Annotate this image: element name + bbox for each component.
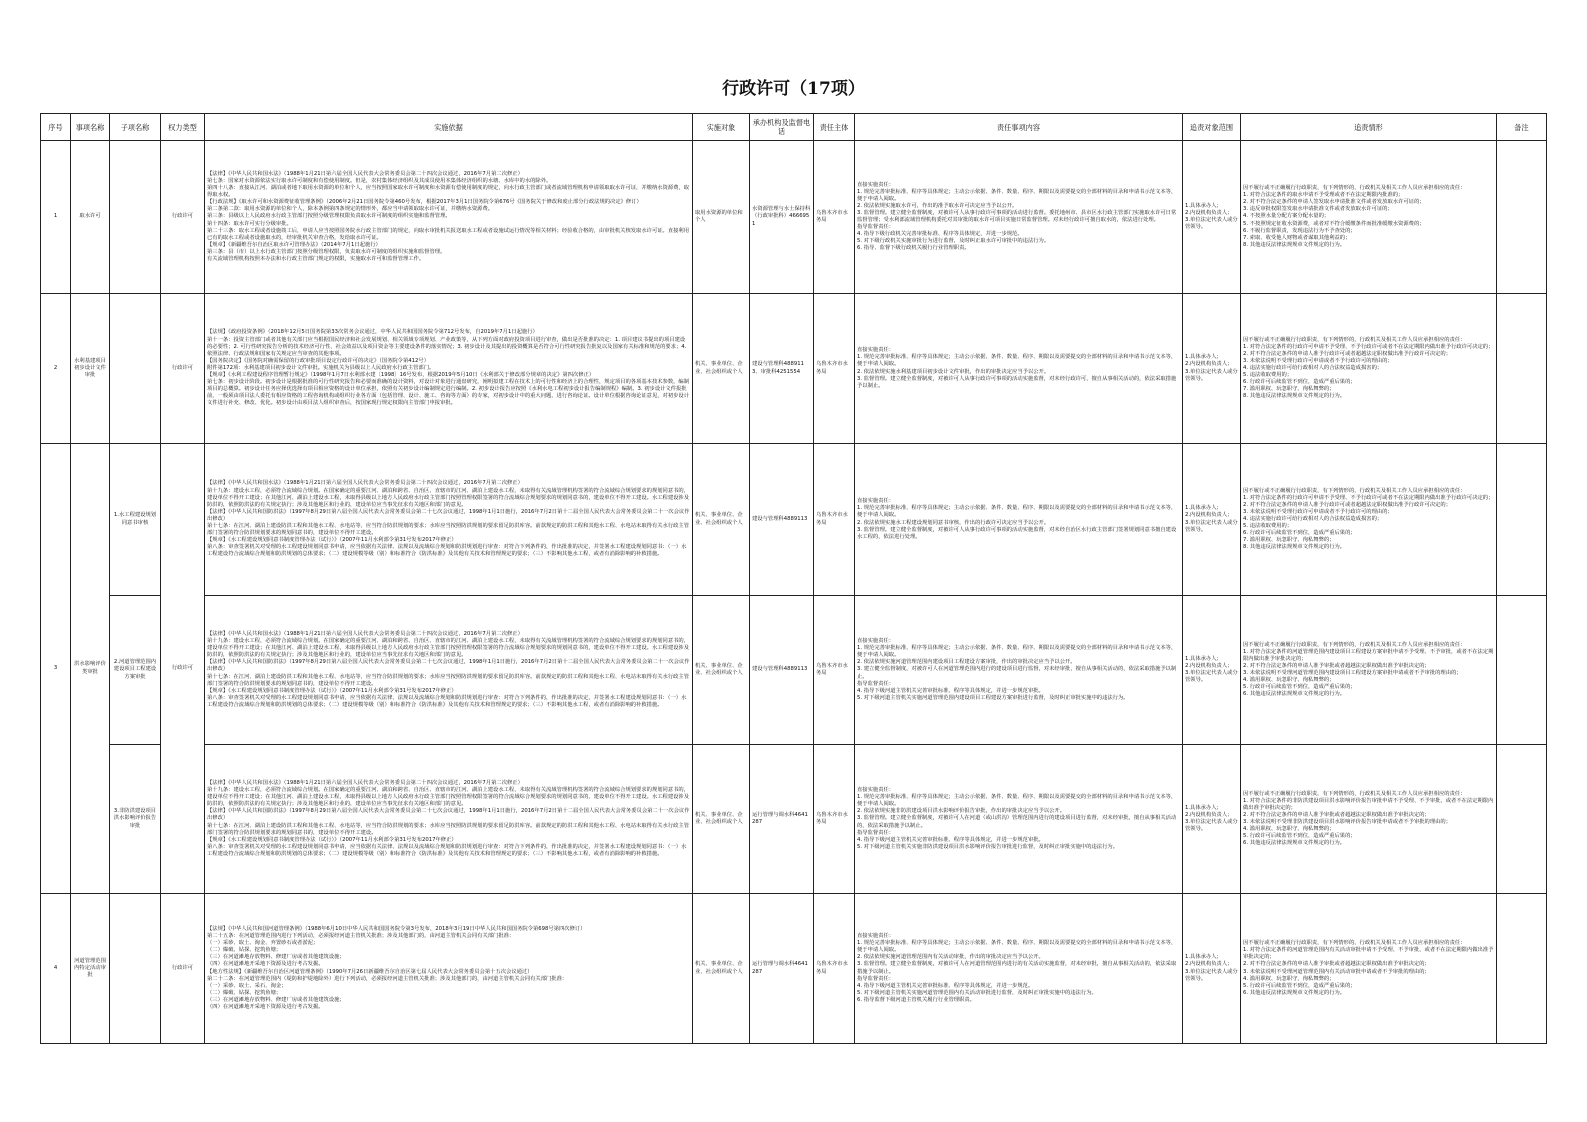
cell-duty: 直接实施责任： 1. 规范完善审批标准、程序等具体规定；主动公示依据、条件、数量、程序、期限以及需要提交的全部材料的目录和申请书示范文本等，便于申请人阅取。 2. 依法依规实施非防洪建设项目洪水影响评价报告审批，作出的审批决定应当予以公开。 3. 监督管理。建立健全监督制度，对被许可人在河道（或山洪沟）管理范围内进行的建设项目进行监督，对未经审批，擅自从事相关活动的，依法采取措施予以制止。 指导监督责任： 4. 指导下级河道主管机关完善审批标准、程序等具体规定，并进一步规范审批。 5. 对下级河道主管机关实施非防洪建设项目洪水影响评价报告审批进行监督，及时纠正审批实施中的违法行为。 — [855, 745, 1183, 894]
cell-cases: 因不履行或不正确履行行政职责，有下列情形的，行政机关及相关工作人员应承担相应的责任： 1. 对符合法定条件的取水申请不予受理或者不在法定期限内批准的； 2. 对不符合法定条件的申请人签发取水申请批准文件或者发放取水许可证的； 3. 违反审批权限签发取水申请批准文件或者发放取水许可证的； 4. 不按照水量分配方案分配水量的； 5. 不按照规定征收水资源费，或者对不符合缓缴条件而批准缓缴水资源费的； 6. 不履行监督职责，发现违法行为不予查处的； 7. 索取、收受他人财物或者谋取其他利益的； 8. 其他违反法律法规规章文件规定的行为。 — [1241, 141, 1497, 294]
cell-scope: 1.具体承办人； 2.内设机构负责人； 3.单位法定代表人或分管领导。 — [1183, 894, 1241, 1044]
cell-target: 机关、事业单位、企业、社会组织或个人 — [693, 596, 750, 745]
table-row — [41, 294, 1547, 444]
table-row — [41, 894, 1547, 1044]
cell-no: 2 — [41, 294, 71, 444]
header-basis: 实施依据 — [205, 114, 693, 141]
cell-subject: 乌鲁木齐市水务局 — [814, 894, 855, 1044]
cell-note — [1497, 444, 1547, 596]
cell-type: 行政许可 — [161, 141, 205, 294]
cell-note — [1497, 294, 1547, 444]
cell-scope: 1.具体承办人； 2.内设机构负责人； 3.单位法定代表人或分管领导。 — [1183, 596, 1241, 745]
cell-cases: 因不履行或不正确履行行政职责，有下列情形的，行政机关及相关工作人员应承担相应的责任： 1. 对符合法定条件的行政许可申请不予受理、不予行政许可或者不在法定期限内做出准予行政许可决定的； 2. 对不符合法定条件的申请人准予行政许可或者超越法定职权做出准予行政许可决定的； 3. 未依法说明不受理行政许可申请或者不予行政许可的理由的； 4. 违法实施行政许可给行政相对人的合法权益造成损害的； 5. 违法收取费用的； 6. 行政许可后续监管不到位，造成严重后果的； 7. 滥用职权、玩忽职守、徇私舞弊的； 8. 其他违反法律法规规章文件规定的行为。 — [1241, 294, 1497, 444]
cell-note — [1497, 596, 1547, 745]
table-row — [41, 141, 1547, 294]
cell-cases: 因不履行或不正确履行行政职责，有下列情形的，行政机关及相关工作人员应承担相应的责任： 1. 对符合法定条件的河道管理范围内建设项目工程建设方案审批申请不予受理、不予审批，或者不在法定期限内做出准予审批决定的； 2. 对不符合法定条件的申请人准予审批或者超越法定职权做出准予审批决定的； 3. 未依法说明不受理河道管理范围内建设项目工程建设方案审批申请或者不予审批的理由的； 4. 滥用职权、玩忽职守、徇私舞弊的； 5. 行政许可后续监管不到位，造成严重后果的； 6. 其他违反法律法规规章文件规定的行为。 — [1241, 596, 1497, 745]
header-type: 权力类型 — [161, 114, 205, 141]
cell-item: 取水许可 — [71, 141, 110, 294]
permission-table — [40, 113, 1547, 1044]
header-note: 备注 — [1497, 114, 1547, 141]
header-no: 序号 — [41, 114, 71, 141]
cell-subject: 乌鲁木齐市水务局 — [814, 596, 855, 745]
cell-target: 取用水资源的单位和个人 — [693, 141, 750, 294]
header-subject: 责任主体 — [814, 114, 855, 141]
cell-scope: 1.具体承办人； 2.内设机构负责人； 3.单位法定代表人或分管领导。 — [1183, 294, 1241, 444]
cell-subject: 乌鲁木齐市水务局 — [814, 444, 855, 596]
cell-no: 1 — [41, 141, 71, 294]
cell-sub: 3.非防洪建设项目洪水影响评价报告审批 — [110, 745, 161, 894]
table-row — [41, 596, 1547, 745]
cell-sub — [110, 141, 161, 294]
cell-basis: 【法律】《中华人民共和国水法》（1988年1月21日第六届全国人民代表大会常务委员会第二十四次会议通过，2016年7月第二次修正） 第七条：国家对水资源依法实行取水许可制度和有偿使用制度。但是，农村集体经济组织及其成员使用本集体经济组织的水塘、水库中的水的除外。 第四十八条：直接从江河、湖泊或者地下取用水资源的单位和个人，应当按照国家取水许可制度和水资源有偿使用制度的规定，向水行政主管部门或者流域管理机构申请领取取水许可证，并缴纳水资源费，取得取水权。 【行政法规】《取水许可和水资源费征收管理条例》（2006年2月21日国务院令第460号发布，根据2017年3月1日国务院令第676号《国务院关于修改和废止部分行政法规的决定》修订） 第二条第二款：取用水资源的单位和个人，除本条例第四条规定的情形外，都应当申请领取取水许可证，并缴纳水资源费。 第三条：县级以上人民政府水行政主管部门按照分级管理权限负责取水许可制度的组织实施和监督管理。 第十四条：取水许可实行分级审批。 第二十三条：取水工程或者设施竣工后，申请人应当按照国务院水行政主管部门的规定，向取水审批机关报送取水工程或者设施试运行情况等相关材料；经验收合格的，由审批机关核发取水许可证。直接利用已有的取水工程或者设施取水的，经审批机关审查合格，发给取水许可证。 【规章】《新疆维吾尔自治区取水许可管理办法》（2014年7月1日起施行） 第三条：县（市）以上水行政主管部门按照分级管理权限，负责取水许可制度的组织实施和监督管理。 有关流域管理机构按照本办法和水行政主管部门规定的权限，实施取水许可和监督管理工作。 — [205, 141, 693, 294]
cell-target: 机关、事业单位、企业、社会组织或个人 — [693, 294, 750, 444]
header-duty: 责任事项内容 — [855, 114, 1183, 141]
cell-sub: 1.水工程建设规划同意书审核 — [110, 444, 161, 596]
header-item: 事项名称 — [71, 114, 110, 141]
cell-target: 机关、事业单位、企业、社会组织或个人 — [693, 745, 750, 894]
cell-no: 3 — [41, 444, 71, 894]
cell-org: 运行管理与调水科4641287 — [750, 745, 814, 894]
cell-sub: 2.河道管理范围内建设项目工程建设方案审批 — [110, 596, 161, 745]
cell-item: 洪水影响评价类审批 — [71, 444, 110, 894]
cell-scope: 1.具体承办人； 2.内设机构负责人； 3.单位法定代表人或分管领导。 — [1183, 444, 1241, 596]
cell-type: 行政许可 — [161, 294, 205, 444]
header-org: 承办机构及监督电话 — [750, 114, 814, 141]
table-row — [41, 745, 1547, 894]
cell-target: 机关、事业单位、企业、社会组织或个人 — [693, 444, 750, 596]
cell-sub — [110, 894, 161, 1044]
cell-subject: 乌鲁木齐市水务局 — [814, 294, 855, 444]
cell-item: 水利基建项目初步设计文件审批 — [71, 294, 110, 444]
cell-basis: 【法律】《中华人民共和国水法》（1988年1月21日第六届全国人民代表大会常务委员会第二十四次会议通过，2016年7月第二次修正） 第十九条：建设水工程，必须符合流域综合规划。在国家确定的重要江河、湖泊和跨省、自治区、直辖市的江河、湖泊上建设水工程，未取得有关流域管理机构签署的符合流域综合规划要求的规划同意书的，建设单位不得开工建设；在其他江河、湖泊上建设水工程，未取得县级以上地方人民政府水行政主管部门按照管理权限签署的符合流域综合规划要求的规划同意书的，建设单位不得开工建设。水工程建设涉及防洪的，依照防洪法的有关规定执行；涉及其他地区和行业的，建设单位应当事先征求有关地区和部门的意见。 【法律】《中华人民共和国防洪法》（1997年8月29日第八届全国人民代表大会常务委员会第二十七次会议通过，1998年1月1日施行，2016年7月2日第十二届全国人民代表大会常务委员会第二十一次会议作出修改） 第十七条：在江河、湖泊上建设防洪工程和其他水工程、水电站等，应当符合防洪规划的要求；水库应当按照防洪规划的要求留足防洪库容。前款规定的防洪工程和其他水工程、水电站未取得有关水行政主管部门签署的符合防洪规划要求的规划同意书的，建设单位不得开工建设。 【规章】《水工程建设规划同意书制度管理办法（试行）》（2007年11月水利部令第31号发布2017年修正） 第八条：审查签署机关对受理的水工程建设规划同意书申请，应当依据有关法律、法规以及流域综合规划和防洪规划进行审查：对符合下列条件的，作出批准的决定，并签署水工程建设规划同意书：（一）水工程建设符合流域综合规划和防洪规划的总体要求；（二）建设规模等级（别）和标准符合《防洪标准》及其他有关技术和管理规定的要求；（三）不影响其他水工程，或者有消除影响的补救措施。 — [205, 596, 693, 745]
cell-scope: 1.具体承办人； 2.内设机构负责人； 3.单位法定代表人或分管领导。 — [1183, 745, 1241, 894]
cell-cases: 因不履行或不正确履行行政职责，有下列情形的，行政机关及相关工作人员应承担相应的责任： 1. 对符合法定条件的非防洪建设项目洪水影响评价报告审批申请不予受理、不予审批，或者不在法定期限内做出准予审批决定的； 2. 对不符合法定条件的申请人准予审批或者超越法定职权做出准予审批决定的； 3. 未依法说明不受理非防洪建设项目洪水影响评价报告审批申请或者不予审批的理由的； 4. 滥用职权、玩忽职守、徇私舞弊的； 5. 行政许可后续监管不到位，造成严重后果的； 6. 其他违反法律法规规章文件规定的行为。 — [1241, 745, 1497, 894]
header-target: 实施对象 — [693, 114, 750, 141]
cell-org: 水资源管理与水土保持科（行政审批科）4666951 — [750, 141, 814, 294]
table-row — [41, 444, 1547, 596]
table-header-row — [41, 114, 1547, 141]
cell-cases: 因不履行或不正确履行行政职责，有下列情形的，行政机关及相关工作人员应承担相应的责任： 1. 对符合法定条件的河道管理范围内有关活动审批申请不予受理、不予审批，或者不在法定期限内做出准予审批决定的； 2. 对不符合法定条件的申请人准予审批或者超越法定职权做出准予审批决定的； 3. 未依法说明不受理河道管理范围内有关活动审批申请或者不予审批的理由的； 4. 滥用职权、玩忽职守、徇私舞弊的； 5. 行政许可后续监管不到位，造成严重后果的； 6. 其他违反法律法规规章文件规定的行为。 — [1241, 894, 1497, 1044]
cell-subject: 乌鲁木齐市水务局 — [814, 745, 855, 894]
cell-type: 行政许可 — [161, 444, 205, 894]
cell-org: 建设与管理科4889113、审批科4251554 — [750, 294, 814, 444]
cell-scope: 1.具体承办人； 2.内设机构负责人； 3.单位法定代表人或分管领导。 — [1183, 141, 1241, 294]
header-cases: 追责情形 — [1241, 114, 1497, 141]
cell-cases: 因不履行或不正确履行行政职责，有下列情形的，行政机关及相关工作人员应承担相应的责任： 1. 对符合法定条件的行政许可申请不予受理、不予行政许可或者不在法定期限内做出准予行政许可决定的； 2. 对不符合法定条件的申请人准予行政许可或者超越法定职权做出准予行政许可决定的； 3. 未依法说明不受理行政许可申请或者不予行政许可的理由的； 4. 违法实施行政许可给行政相对人的合法权益造成损害的； 5. 违法收取费用的； 6. 行政许可后续监管不到位，造成严重后果的； 7. 滥用职权、玩忽职守、徇私舞弊的； 8. 其他违反法律法规规章文件规定的行为。 — [1241, 444, 1497, 596]
cell-basis: 【法规】《政府投资条例》（2018年12月5日国务院第33次常务会议通过，中华人民共和国国务院令第712号发布，自2019年7月1日起施行） 第十一条：投资主管部门或者其他有关部门应当根据国民经济和社会发展规划、相关领域专项规划、产业政策等，从下列方面对政府投资项目进行审查，做出是否批准的决定：1. 项目建议书提出的项目建设的必要性；2. 可行性研究报告分析的技术经济可行性、社会效益以及项目资金等主要建设条件的落实情况；3. 初步设计及其提出的投资概算是否符合可行性研究报告批复以及国家有关标准和规范的要求；4. 依照法律、行政法规和国家有关规定应当审查的其他事项。 【国务院决定】《国务院对确需保留的行政审批项目设定行政许可的决定》（国务院令第412号） 附件第172项：水利基建项目初步设计文件审批。实施机关为县级以上人民政府水行政主管部门。 【规章】《水利工程建设程序管理暂行规定》（1998年1月7日水利部水建〔1998〕16号发布，根据2019年5月10日《水利部关于修改部分规章的决定》第四次修正） 第七条：初步设计阶段。初步设计是根据批准的可行性研究报告和必要而准确的设计资料，对设计对象进行通盘研究，阐明拟建工程在技术上的可行性和经济上的合理性，规定项目的各项基本技术参数，编制项目的总概算。初步设计任务应择优选择有项目相应资格的设计单位承担，依照有关初步设计编制规定进行编制。2. 初步设计报告应按照《水利水电工程初步设计报告编制规程》编制。3. 初步设计文件报批前，一般须由项目法人委托有相应资格的工程咨询机构或组织行业各方面（包括管理、设计、施工、咨询等方面）的专家，对初步设计中的重大问题，进行咨询论证。设计单位根据咨询论证意见，对初步设计文件进行补充、修改、优化。初步设计由项目法人组织审查后，按国家现行规定权限向主管部门申报审批。 — [205, 294, 693, 444]
cell-org: 建设与管理科4889113 — [750, 444, 814, 596]
cell-duty: 直接实施责任： 1. 规范完善审批标准、程序等具体规定；主动公示依据、条件、数量、程序、期限以及需要提交的全部材料的目录和申请书示范文本等，便于申请人阅取。 2. 依法依规实施取水许可，作出的准予取水许可决定应当予以公开。 3. 监督管理。建立健全监督制度，对被许可人从事行政许可事项的活动进行监督。委托地州市、县市区水行政主管部门实施取水许可日常监督管理；受水利部流域管理机构委托对其审批的取水许可项目实施日常监督管理。对未经行政许可擅自取水的，依法进行处理。 指导监督责任： 4. 指导下级行政机关完善审批标准、程序等具体规定，并进一步规范。 5. 对下级行政机关实施审批行为进行监督，及时纠正取水许可审批中的违法行为。 6. 指导、监督下级行政机关履行行业管理职责。 — [855, 141, 1183, 294]
cell-sub — [110, 294, 161, 444]
cell-subject: 乌鲁木齐市水务局 — [814, 141, 855, 294]
cell-basis: 【法律】《中华人民共和国水法》（1988年1月21日第六届全国人民代表大会常务委员会第二十四次会议通过，2016年7月第二次修正） 第十九条：建设水工程，必须符合流域综合规划。在国家确定的重要江河、湖泊和跨省、自治区、直辖市的江河、湖泊上建设水工程，未取得有关流域管理机构签署的符合流域综合规划要求的规划同意书的，建设单位不得开工建设；在其他江河、湖泊上建设水工程，未取得县级以上地方人民政府水行政主管部门按照管理权限签署的符合流域综合规划要求的规划同意书的，建设单位不得开工建设。水工程建设涉及防洪的，依照防洪法的有关规定执行；涉及其他地区和行业的，建设单位应当事先征求有关地区和部门的意见。 【法律】《中华人民共和国防洪法》（1997年8月29日第八届全国人民代表大会常务委员会第二十七次会议通过，1998年1月1日施行，2016年7月2日第十二届全国人民代表大会常务委员会第二十一次会议作出修改） 第十七条：在江河、湖泊上建设防洪工程和其他水工程、水电站等，应当符合防洪规划的要求；水库应当按照防洪规划的要求留足防洪库容。前款规定的防洪工程和其他水工程、水电站未取得有关水行政主管部门签署的符合防洪规划要求的规划同意书的，建设单位不得开工建设。 【规章】《水工程建设规划同意书制度管理办法（试行）》（2007年11月水利部令第31号发布2017年修正） 第八条：审查签署机关对受理的水工程建设规划同意书申请，应当依据有关法律、法规以及流域综合规划和防洪规划进行审查：对符合下列条件的，作出批准的决定，并签署水工程建设规划同意书：（一）水工程建设符合流域综合规划和防洪规划的总体要求；（二）建设规模等级（别）和标准符合《防洪标准》及其他有关技术和管理规定的要求；（三）不影响其他水工程，或者有消除影响的补救措施。 — [205, 444, 693, 596]
cell-note — [1497, 745, 1547, 894]
page-title: 行政许可（17项） — [722, 79, 865, 99]
cell-org: 运行管理与调水科4641287 — [750, 894, 814, 1044]
cell-note — [1497, 894, 1547, 1044]
cell-basis: 【法规】《中华人民共和国河道管理条例》（1988年6月10日中华人民共和国国务院令第3号发布，2018年3月19日中华人民共和国国务院令第698号第四次修订） 第二十五条：在河道管理范围内进行下列活动，必须报经河道主管机关批准；涉及其他部门的，由河道主管机关会同有关部门批准： （一）采砂、取土、淘金、弃置砂石或者淤泥； （二）爆破、钻探、挖筑鱼塘； （三）在河道滩地存放物料、修建厂房或者其他建筑设施； （四）在河道滩地开采地下资源及进行考古发掘。 【地方性法规】《新疆维吾尔自治区河道管理条例》（1990年7月26日新疆维吾尔自治区第七届人民代表大会常务委员会第十五次会议通过） 第二十二条：在河道管理范围内（堤防和护堤地除外）进行下列活动，必须报经河道主管机关批准；涉及其他部门的，由河道主管机关会同有关部门批准： （一）采砂、取土、采石、淘金； （二）爆破、钻探、挖筑鱼塘； （三）在河道滩地存放物料、修建厂房或者其他建筑设施； （四）在河道滩地开采地下资源及进行考古发掘。 — [205, 894, 693, 1044]
cell-duty: 直接实施责任： 1. 规范完善审批标准、程序等具体规定；主动公示依据、条件、数量、程序、期限以及需要提交的全部材料的目录和申请书示范文本等，便于申请人阅取。 2. 依法依规实施河道管理范围内有关活动审批，作出的审批决定应当予以公开。 3. 监督管理。建立健全监督制度，对被许可人在河道管理范围内进行的有关活动实施监督，对未经审批，擅自从事相关活动的，依法采取措施予以制止。 指导监督责任： 4. 指导下级河道主管机关完善审批标准、程序等具体规定，并进一步规范。 5. 对下级河道主管机关实施河道管理范围内有关活动审批进行监督，及时纠正审批实施中的违法行为。 6. 指导监督下级河道主管机关履行行业管理职责。 — [855, 894, 1183, 1044]
cell-type: 行政许可 — [161, 894, 205, 1044]
cell-no: 4 — [41, 894, 71, 1044]
cell-duty: 直接实施责任： 1. 规范完善审批标准、程序等具体规定；主动公示依据、条件、数量、程序、期限以及需要提交的全部材料的目录和申请书示范文本等，便于申请人阅取。 2. 依法依规实施水工程建设规划同意书审核，作出的行政许可决定应当予以公开。 3. 监督管理。建立健全监督制度，对被许可人从事行政许可事项的活动实施监督，对未经自治区水行政主管部门签署规划同意书擅自建设水工程的，依法进行处理。 — [855, 444, 1183, 596]
header-sub: 子项名称 — [110, 114, 161, 141]
cell-org: 建设与管理科4889113 — [750, 596, 814, 745]
cell-target: 机关、事业单位、企业、社会组织或个人 — [693, 894, 750, 1044]
cell-duty: 直接实施责任： 1. 规范完善审批标准、程序等具体规定；主动公示依据、条件、数量、程序、期限以及需要提交的全部材料的目录和申请书示范文本等，便于申请人阅取。 2. 依法依规实施水利基建项目初步设计文件审批，作出的审批决定应当予以公开。 3. 监督管理。建立健全监督制度，对被许可人从事行政许可事项的活动实施监督，对未经行政许可，擅自从事相关活动的，依法采取措施予以制止。 — [855, 294, 1183, 444]
cell-item: 河道管理范围内特定活动审批 — [71, 894, 110, 1044]
cell-duty: 直接实施责任： 1. 规范完善审批标准、程序等具体规定；主动公示依据、条件、数量、程序、期限以及需要提交的全部材料的目录和申请书示范文本等，便于申请人阅取。 2. 依法依规实施河道管理范围内建设项目工程建设方案审批，作出的审批决定应当予以公开。 3. 建立健全监督制度，对被许可人在河道管理范围内进行的建设项目进行监督，对未经审批，擅自从事相关活动的，依法采取措施予以制止。 指导监督责任： 4. 指导下级河道主管机关完善审批标准、程序等具体规定，并进一步规范审批。 5. 对下级河道主管机关实施河道管理范围内建设项目工程建设方案审批进行监督，及时纠正审批实施中的违法行为。 — [855, 596, 1183, 745]
cell-basis: 【法律】《中华人民共和国水法》（1988年1月21日第六届全国人民代表大会常务委员会第二十四次会议通过，2016年7月第二次修正） 第十九条：建设水工程，必须符合流域综合规划。在国家确定的重要江河、湖泊和跨省、自治区、直辖市的江河、湖泊上建设水工程，未取得有关流域管理机构签署的符合流域综合规划要求的规划同意书的，建设单位不得开工建设；在其他江河、湖泊上建设水工程，未取得县级以上地方人民政府水行政主管部门按照管理权限签署的符合流域综合规划要求的规划同意书的，建设单位不得开工建设。水工程建设涉及防洪的，依照防洪法的有关规定执行；涉及其他地区和行业的，建设单位应当事先征求有关地区和部门的意见。 【法律】《中华人民共和国防洪法》（1997年8月29日第八届全国人民代表大会常务委员会第二十七次会议通过，1998年1月1日施行，2016年7月2日第十二届全国人民代表大会常务委员会第二十一次会议作出修改） 第十七条：在江河、湖泊上建设防洪工程和其他水工程、水电站等，应当符合防洪规划的要求；水库应当按照防洪规划的要求留足防洪库容。前款规定的防洪工程和其他水工程、水电站未取得有关水行政主管部门签署的符合防洪规划要求的规划同意书的，建设单位不得开工建设。 【规章】《水工程建设规划同意书制度管理办法（试行）》（2007年11月水利部令第31号发布2017年修正） 第八条：审查签署机关对受理的水工程建设规划同意书申请，应当依据有关法律、法规以及流域综合规划和防洪规划进行审查：对符合下列条件的，作出批准的决定，并签署水工程建设规划同意书：（一）水工程建设符合流域综合规划和防洪规划的总体要求；（二）建设规模等级（别）和标准符合《防洪标准》及其他有关技术和管理规定的要求；（三）不影响其他水工程，或者有消除影响的补救措施。 — [205, 745, 693, 894]
cell-note — [1497, 141, 1547, 294]
header-scope: 追责对象范围 — [1183, 114, 1241, 141]
